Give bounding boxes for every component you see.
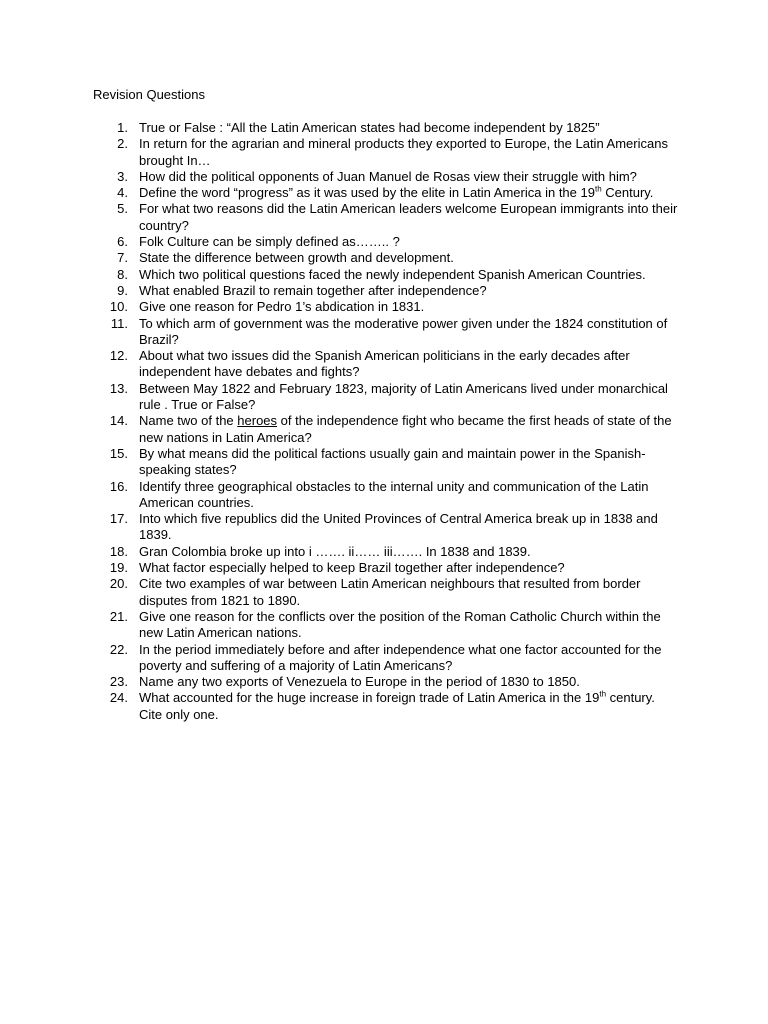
question-text: How did the political opponents of Juan Manuel de Rosas view their struggle with him? <box>139 168 637 184</box>
question-text: Give one reason for Pedro 1’s abdication in 1831. <box>139 299 425 315</box>
question-number: 14. <box>109 413 128 429</box>
question-text: Between May 1822 and February 1823, majority of Latin Americans lived under monarchical rule . True or False? <box>139 380 668 413</box>
question-number: 18. <box>109 543 128 559</box>
question-text: In return for the agrarian and mineral products they exported to Europe, the Latin Americans brought In… <box>139 136 668 168</box>
question-item <box>0 674 679 690</box>
question-item <box>0 299 679 315</box>
question-item <box>0 250 679 266</box>
question-item <box>0 560 679 576</box>
question-item <box>0 136 679 169</box>
question-item <box>0 381 679 414</box>
question-item <box>0 316 679 349</box>
question-item <box>0 234 679 250</box>
question-text-part: What accounted for the huge increase in foreign trade of Latin America in the 19 <box>139 690 600 706</box>
question-number: 15. <box>109 445 128 461</box>
question-number: 10. <box>109 299 128 315</box>
question-number: 6. <box>117 234 128 250</box>
ordinal-superscript: th <box>594 184 602 194</box>
question-text-part: century. Cite only one. <box>139 690 655 722</box>
question-text: Folk Culture can be simply defined as…….. ? <box>139 234 400 250</box>
question-text: For what two reasons did the Latin American leaders welcome European immigrants into their country? <box>139 201 678 233</box>
question-text-part: of the independence fight who became the first heads of state of the new nations in Latin America? <box>139 413 672 445</box>
question-item <box>0 576 679 609</box>
question-text: Give one reason for the conflicts over the position of the Roman Catholic Church within the new Latin American nations. <box>139 608 661 641</box>
question-item <box>0 267 679 283</box>
question-text: What enabled Brazil to remain together after independence? <box>139 282 487 298</box>
question-text: State the difference between growth and development. <box>139 250 454 266</box>
question-number: 3. <box>117 168 128 184</box>
question-number: 11. <box>110 315 128 331</box>
question-text <box>139 185 679 201</box>
question-number: 20. <box>109 576 128 592</box>
marked-word: heroes <box>237 413 278 429</box>
question-text: Gran Colombia broke up into i ……. ii…… iii……. In 1838 and 1839. <box>139 543 531 559</box>
question-text: Identify three geographical obstacles to the internal unity and communication of the Latin American countries. <box>139 478 649 510</box>
question-text: Name any two exports of Venezuela to Europe in the period of 1830 to 1850. <box>139 674 580 690</box>
question-text: By what means did the political factions usually gain and maintain power in the Spanish-speaking states? <box>139 445 646 478</box>
question-number: 17. <box>109 511 128 527</box>
ordinal-superscript: th <box>599 690 607 700</box>
question-number: 12. <box>109 348 128 364</box>
page-title: Revision Questions <box>93 87 205 102</box>
question-number: 13. <box>109 380 128 396</box>
question-number: 5. <box>117 201 128 217</box>
question-item <box>0 609 679 642</box>
question-number: 9. <box>117 282 128 298</box>
question-item <box>0 479 679 512</box>
question-item <box>0 169 679 185</box>
question-number: 8. <box>117 266 128 282</box>
question-text: Cite two examples of war between Latin American neighbours that resulted from border disputes from 1821 to 1890. <box>139 576 641 608</box>
question-text: Into which five republics did the United Provinces of Central America break up in 1838 and 1839. <box>139 511 658 543</box>
question-text: About what two issues did the Spanish American politicians in the early decades after independent have debates and fights? <box>139 348 630 380</box>
question-item <box>0 511 679 544</box>
question-number: 4. <box>117 185 128 201</box>
question-text: True or False : “All the Latin American states had become independent by 1825” <box>139 120 600 135</box>
question-item <box>0 283 679 299</box>
question-item <box>0 690 679 723</box>
question-text-part: Define the word “progress” as it was used by the elite in Latin America in the 19 <box>139 185 595 201</box>
question-number: 1. <box>117 120 128 135</box>
question-item <box>0 120 679 136</box>
question-item <box>0 446 679 479</box>
question-text-part: Century. <box>601 185 654 201</box>
question-text: Which two political questions faced the newly independent Spanish American Countries. <box>139 266 646 282</box>
question-text <box>139 690 679 723</box>
question-item <box>0 642 679 675</box>
question-text: To which arm of government was the moderative power given under the 1824 constitution of Brazil? <box>139 315 668 347</box>
question-text: What factor especially helped to keep Brazil together after independence? <box>139 560 565 576</box>
question-number: 23. <box>109 674 128 690</box>
question-number: 16. <box>109 478 128 494</box>
question-item <box>0 348 679 381</box>
question-number: 2. <box>117 136 128 152</box>
question-number: 24. <box>109 690 128 706</box>
question-number: 7. <box>117 250 128 266</box>
question-list <box>0 120 768 723</box>
question-item <box>0 544 679 560</box>
question-text-part: Name two of the <box>139 413 238 429</box>
question-text: In the period immediately before and after independence what one factor accounted for the poverty and suffering of a majority of Latin Americans? <box>139 641 662 673</box>
question-number: 19. <box>109 560 128 576</box>
question-item <box>0 413 679 446</box>
question-number: 21. <box>109 608 128 624</box>
question-text <box>139 413 679 446</box>
question-item <box>0 185 679 201</box>
question-number: 22. <box>109 641 128 657</box>
question-item <box>0 201 679 234</box>
